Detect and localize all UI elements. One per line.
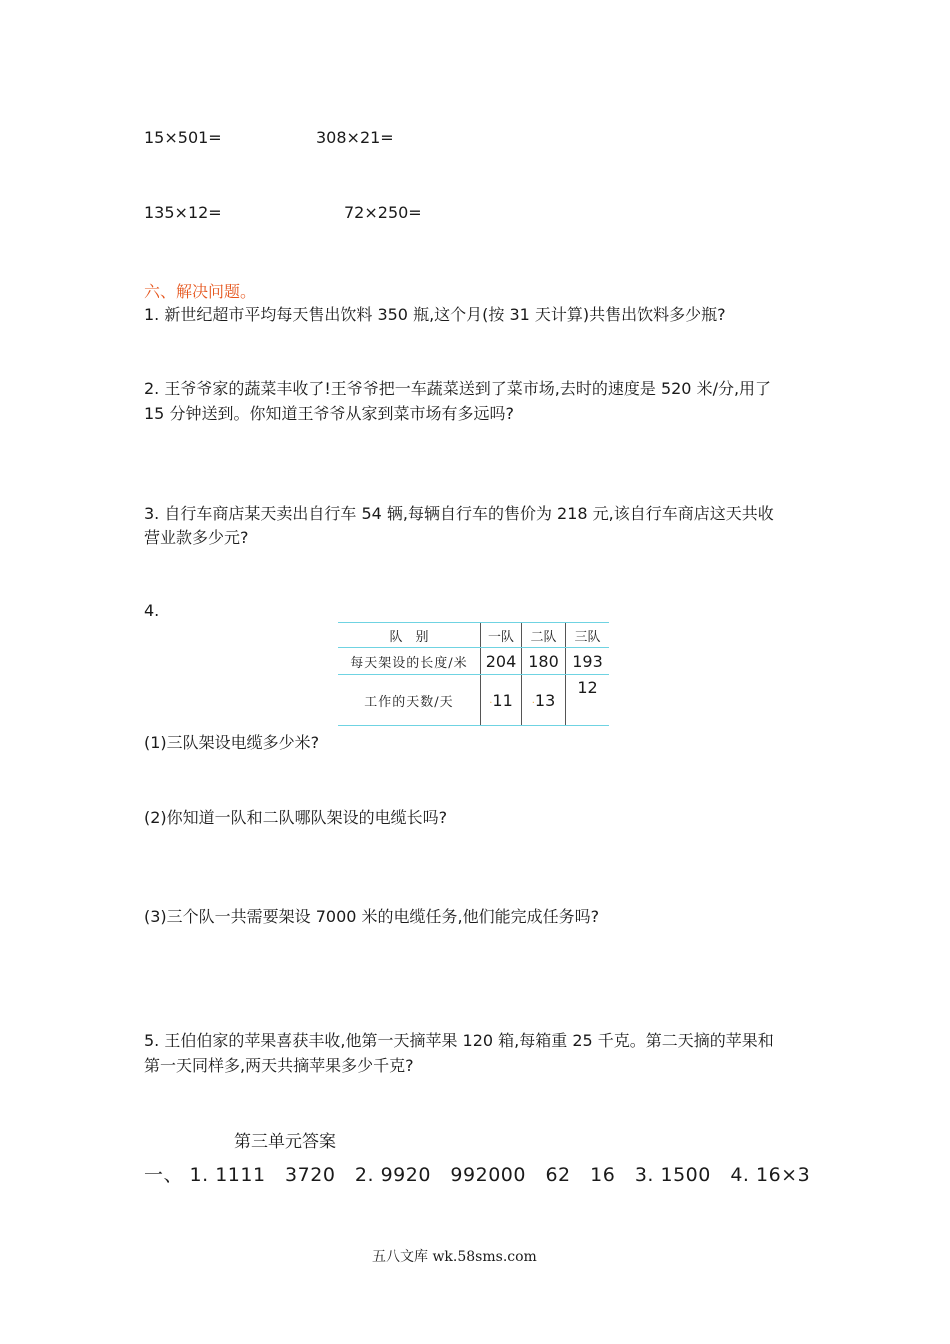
table-cell <box>522 675 566 726</box>
problem-3-line-1: 3. 自行车商店某天卖出自行车 54 辆,每辆自行车的售价为 218 元,该自行车商店这天共收 <box>144 504 774 523</box>
calc-item: 72×250= <box>344 203 422 222</box>
table-header-cell: 三队 <box>566 623 610 648</box>
problem-2-line-2: 15 分钟送到。你知道王爷爷从家到菜市场有多远吗? <box>144 404 514 423</box>
table-row-label: 工作的天数/天 <box>338 675 481 726</box>
problem-5-line-2: 第一天同样多,两天共摘苹果多少千克? <box>144 1056 414 1075</box>
problem-4-question-1: (1)三队架设电缆多少米? <box>144 733 320 752</box>
table-cell-value: 13 <box>534 690 556 710</box>
problem-4-label: 4. <box>144 601 160 620</box>
table-header-row <box>338 623 609 648</box>
table-cell: 204 <box>481 648 522 675</box>
problem-4-question-2: (2)你知道一队和二队哪队架设的电缆长吗? <box>144 808 448 827</box>
calc-item: 135×12= <box>144 203 222 222</box>
calc-item: 15×501= <box>144 128 222 147</box>
table-cell: 180 <box>522 648 566 675</box>
section-heading: 六、解决问题。 <box>144 282 257 301</box>
answer-line: 一、 1. 1111 3720 2. 9920 992000 62 16 3. 1500 4. 16×3 <box>144 1164 811 1186</box>
table-cell: 12 <box>566 675 610 726</box>
table-row <box>338 648 609 675</box>
problem-2-line-1: 2. 王爷爷家的蔬菜丰收了!王爷爷把一车蔬菜送到了菜市场,去时的速度是 520 米/分,用了 <box>144 379 772 398</box>
problem-1: 1. 新世纪超市平均每天售出饮料 350 瓶,这个月(按 31 天计算)共售出饮料多少瓶? <box>144 305 726 324</box>
problem-4-question-3: (3)三个队一共需要架设 7000 米的电缆任务,他们能完成任务吗? <box>144 907 600 926</box>
answer-title: 第三单元答案 <box>234 1132 336 1152</box>
table-header-cell: 二队 <box>522 623 566 648</box>
problem-3-line-2: 营业款多少元? <box>144 528 249 547</box>
calc-item: 308×21= <box>316 128 394 147</box>
table-cell <box>481 675 522 726</box>
table-header-cell: 队 别 <box>338 623 481 648</box>
table-cell-value: 11 <box>492 690 513 710</box>
table-row-label: 每天架设的长度/米 <box>338 648 481 675</box>
table-header-cell: 一队 <box>481 623 522 648</box>
data-table <box>338 622 609 726</box>
mark-dot-icon: · <box>531 697 535 709</box>
table-row <box>338 675 609 726</box>
table-cell: 193 <box>566 648 610 675</box>
problem-5-line-1: 5. 王伯伯家的苹果喜获丰收,他第一天摘苹果 120 箱,每箱重 25 千克。第二天摘的苹果和 <box>144 1031 774 1050</box>
mark-dot-icon: · <box>489 697 493 709</box>
footer-text: 五八文库 wk.58sms.com <box>372 1249 537 1265</box>
